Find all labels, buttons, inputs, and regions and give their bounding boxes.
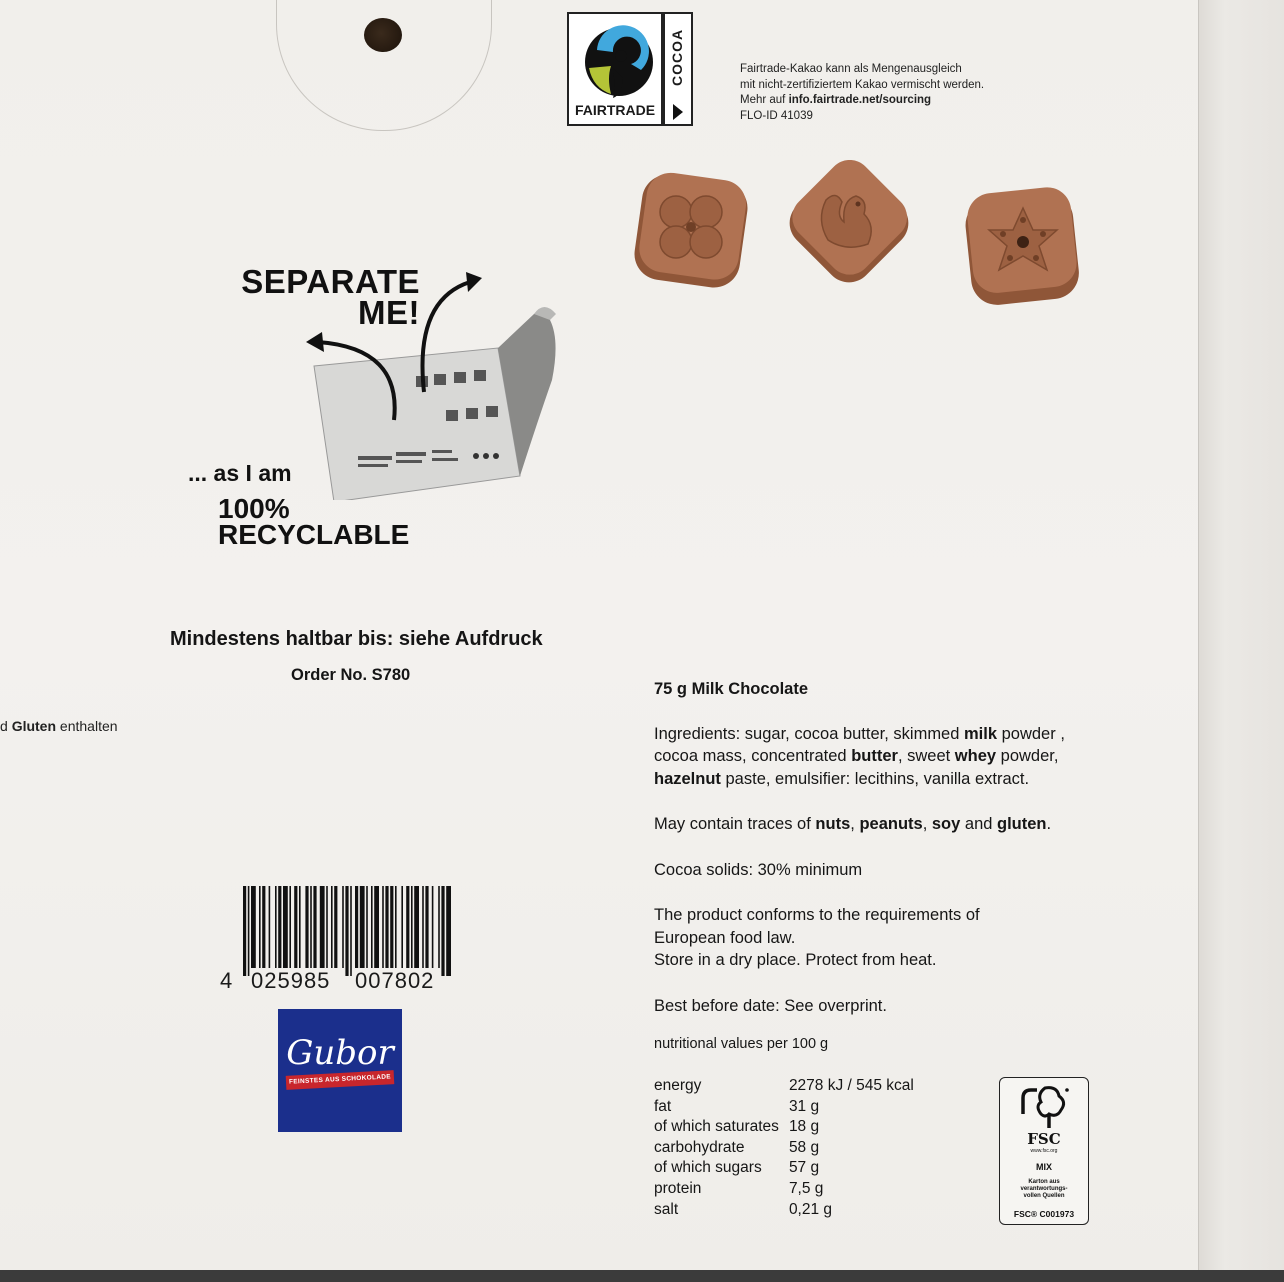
storage-line: Store in a dry place. Protect from heat. xyxy=(654,951,937,969)
fsc-label: FSC xyxy=(1027,1130,1061,1148)
nutrient-name: energy xyxy=(654,1077,702,1094)
nutrition-row xyxy=(650,1158,918,1179)
barcode-bar xyxy=(366,886,368,968)
barcode-bar xyxy=(334,886,337,968)
allergen: peanuts xyxy=(859,815,923,833)
barcode-bar xyxy=(294,886,297,968)
ingredients-text: powder, xyxy=(996,747,1059,765)
barcode-bar xyxy=(313,886,316,968)
traces-text: , xyxy=(922,815,932,833)
nutrient-name: carbohydrate xyxy=(654,1138,745,1156)
barcode-first-digit: 4 xyxy=(220,968,233,993)
nutrition-row xyxy=(650,1076,918,1097)
package-illustration xyxy=(298,270,568,500)
nutrient-name: of which saturates xyxy=(654,1118,779,1136)
barcode-bar xyxy=(326,886,328,968)
nutrient-value: 58 g xyxy=(788,1138,820,1156)
barcode-bar xyxy=(446,886,451,976)
nutrient-value: 2278 kJ / 545 kcal xyxy=(788,1077,914,1094)
fairtrade-note-line: mit nicht-zertifiziertem Kakao vermischt werden. xyxy=(740,78,985,91)
nutrition-title: nutritional values per 100 g xyxy=(654,1036,829,1052)
headline-line-2: ME! xyxy=(358,294,420,331)
nutrition-row xyxy=(650,1117,918,1138)
barcode-bar xyxy=(345,886,348,976)
nutrient-name: of which sugars xyxy=(654,1159,762,1177)
fairtrade-note-text: Mehr auf xyxy=(740,94,789,106)
chocolate-clover xyxy=(628,168,754,294)
order-number: Order No. S780 xyxy=(291,666,411,684)
recyclable-text xyxy=(218,493,410,550)
product-info xyxy=(654,678,1174,1017)
barcode-bar xyxy=(283,886,288,968)
barcode-bar xyxy=(374,886,379,968)
traces-text: May contain traces of xyxy=(654,815,816,833)
allergen: gluten xyxy=(997,815,1047,833)
bottom-edge xyxy=(0,1270,1284,1282)
barcode-bar xyxy=(401,886,403,968)
fsc-site: www.fsc.org xyxy=(1030,1148,1058,1154)
barcode-bar xyxy=(310,886,312,968)
allergen: milk xyxy=(964,724,998,743)
gluten-bold: Gluten xyxy=(11,718,57,734)
barcode-bar xyxy=(350,886,352,976)
barcode-bar xyxy=(305,886,308,968)
best-before: Best before date: See overprint. xyxy=(654,996,887,1015)
gluten-prefix: d xyxy=(0,718,12,734)
ingredients-text: cocoa mass, concentrated xyxy=(654,747,852,765)
barcode-bar xyxy=(243,886,246,976)
as-i-am-text: ... as I am xyxy=(188,460,292,486)
gubor-wordmark: Gubor xyxy=(286,1033,394,1073)
fsc-tree-icon xyxy=(1015,1084,1075,1132)
barcode-bar xyxy=(382,886,384,968)
nutrition-row xyxy=(650,1179,918,1200)
barcode xyxy=(215,884,453,994)
cocoa-solids: Cocoa solids: 30% minimum xyxy=(654,860,863,879)
traces-text: . xyxy=(1046,815,1052,833)
gubor-logo xyxy=(278,1009,402,1132)
barcode-bar xyxy=(438,886,440,968)
barcode-bar xyxy=(342,886,344,968)
barcode-bar xyxy=(406,886,409,968)
barcode-bar xyxy=(299,886,301,968)
ingredients-text: , sweet xyxy=(897,747,955,765)
gubor-tagline: FEINSTES AUS SCHOKOLADE xyxy=(286,1070,395,1090)
barcode-bar xyxy=(355,886,358,968)
nutrition-row xyxy=(650,1097,918,1118)
nutrient-value: 7,5 g xyxy=(788,1179,824,1197)
nutrient-value: 31 g xyxy=(788,1097,820,1115)
conformity-line: The product conforms to the requirements of xyxy=(654,906,980,924)
barcode-bar xyxy=(422,886,424,968)
fsc-desc-line: Karton aus xyxy=(1028,1179,1060,1185)
ingredients-text: powder , xyxy=(997,724,1065,743)
nutrient-value: 0,21 g xyxy=(788,1200,833,1218)
fsc-desc-line: verantwortungs- xyxy=(1020,1186,1068,1192)
best-before-german: Mindestens haltbar bis: siehe Aufdruck xyxy=(170,628,543,650)
nutrient-value: 57 g xyxy=(788,1159,820,1177)
fairtrade-cocoa-label: COCOA xyxy=(669,28,685,86)
gluten-suffix: enthalten xyxy=(56,718,118,734)
allergen: nuts xyxy=(815,815,851,833)
nutrient-name: protein xyxy=(654,1179,702,1197)
recyclable-percent: 100% xyxy=(218,493,290,524)
barcode-left-digits: 025985 xyxy=(251,968,331,993)
conformity-line: European food law. xyxy=(654,928,796,947)
barcode-right-digits: 007802 xyxy=(355,968,435,993)
nutrient-name: salt xyxy=(654,1200,679,1218)
recyclable-word: RECYCLABLE xyxy=(218,519,410,550)
ingredients-text: Ingredients: sugar, cocoa butter, skimmed xyxy=(654,724,964,743)
barcode-bar xyxy=(360,886,365,968)
fsc-desc-line: vollen Quellen xyxy=(1023,1193,1065,1199)
conformity xyxy=(654,904,1174,972)
chocolate-squirrel xyxy=(786,160,912,286)
traces-text: , xyxy=(850,815,860,833)
fairtrade-label: FAIRTRADE xyxy=(574,102,656,118)
allergen: whey xyxy=(954,747,997,765)
barcode-bar xyxy=(269,886,271,968)
fairtrade-logo xyxy=(567,12,693,126)
barcode-bar xyxy=(259,886,261,968)
barcode-bar xyxy=(251,886,256,968)
nutrition-row xyxy=(650,1200,918,1221)
barcode-bar xyxy=(320,886,325,968)
barcode-bar xyxy=(414,886,419,968)
nutrition-row xyxy=(650,1138,918,1159)
product-title: 75 g Milk Chocolate xyxy=(654,680,809,698)
fairtrade-note-line: Fairtrade-Kakao kann als Mengenausgleich xyxy=(740,63,962,75)
nutrition-table xyxy=(650,1076,918,1220)
barcode-bar xyxy=(425,886,428,968)
fsc-code: FSC® C001973 xyxy=(1013,1209,1075,1219)
fsc-desc xyxy=(1000,1179,1088,1200)
gluten-fragment xyxy=(0,718,118,734)
hanger-hole xyxy=(364,18,402,52)
barcode-bar xyxy=(262,886,265,968)
barcode-bar xyxy=(331,886,333,968)
package-side-flap xyxy=(1198,0,1284,1282)
allergen: soy xyxy=(931,815,961,833)
ingredients-text: paste, emulsifier: lecithins, vanilla extract. xyxy=(720,769,1030,788)
barcode-bar xyxy=(385,886,388,968)
fairtrade-link: info.fairtrade.net/sourcing xyxy=(788,94,932,106)
barcode-bar xyxy=(411,886,413,968)
barcode-bar xyxy=(278,886,281,968)
flo-id: FLO-ID 41039 xyxy=(740,109,813,122)
headline-line-1: SEPARATE xyxy=(241,263,420,300)
barcode-bar xyxy=(275,886,277,968)
allergen: butter xyxy=(851,747,898,765)
nutrient-name: fat xyxy=(654,1097,672,1115)
barcode-bar xyxy=(441,886,444,976)
barcode-bar xyxy=(248,886,250,976)
barcode-bars xyxy=(215,884,453,976)
fsc-logo xyxy=(999,1077,1089,1225)
fairtrade-note-line xyxy=(740,93,1040,109)
traces-text: and xyxy=(960,815,998,833)
allergen: hazelnut xyxy=(654,769,721,788)
fsc-mix: MIX xyxy=(1035,1162,1052,1172)
nutrient-value: 18 g xyxy=(788,1118,820,1136)
barcode-bar xyxy=(390,886,393,968)
barcode-bar xyxy=(289,886,291,968)
barcode-bar xyxy=(395,886,397,968)
barcode-bar xyxy=(371,886,373,968)
ingredients xyxy=(654,723,1174,791)
fairtrade-note xyxy=(740,62,1040,124)
chocolate-flower xyxy=(960,184,1086,310)
barcode-bar xyxy=(432,886,434,968)
traces xyxy=(654,813,1174,836)
